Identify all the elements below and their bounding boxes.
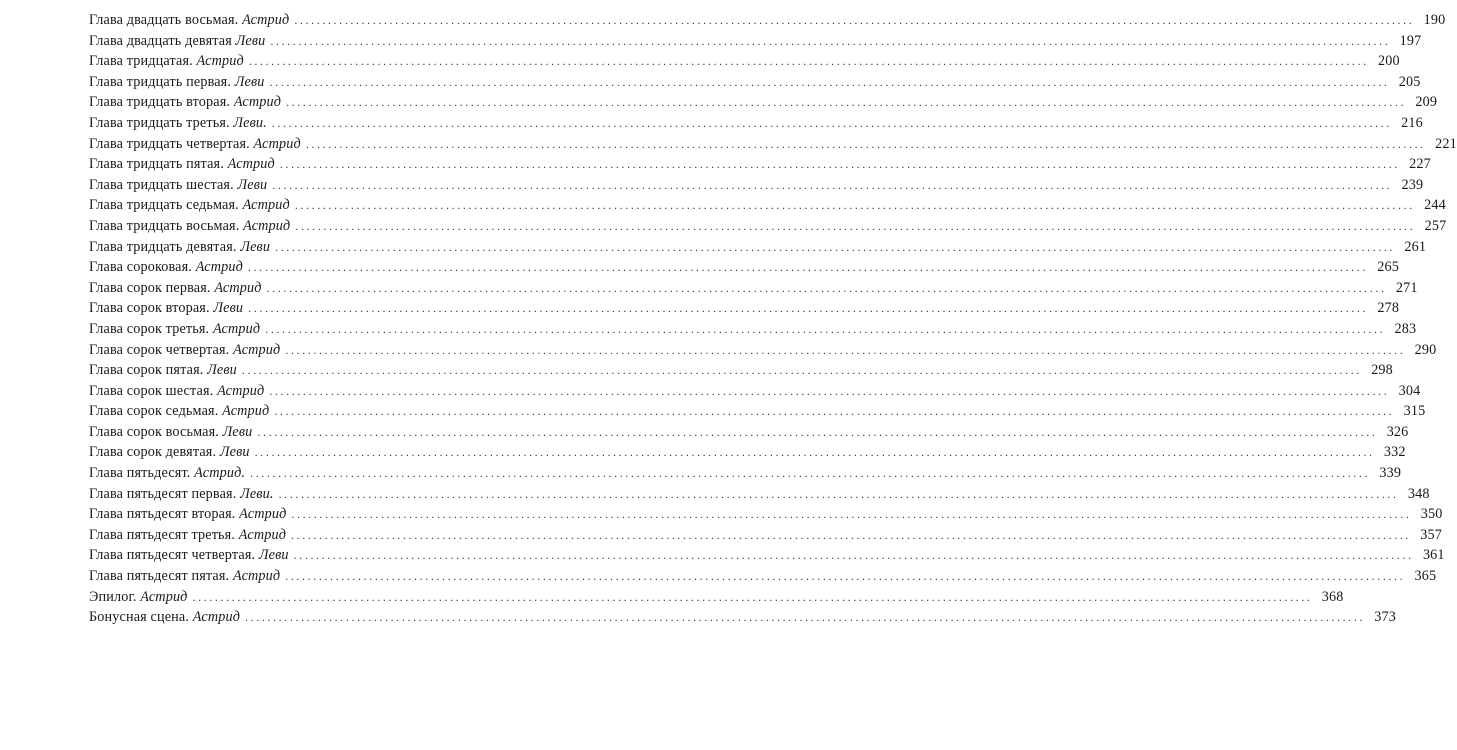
page-number: 315 <box>1403 403 1426 420</box>
chapter-narrator: Астрид <box>196 53 244 70</box>
chapter-narrator: Астрид <box>243 217 291 234</box>
chapter-title <box>89 195 290 216</box>
dot-leader: ........................................................................................................................................................................................................ <box>247 260 1368 275</box>
dot-leader: ........................................................................................................................................................................................................ <box>266 280 1387 295</box>
toc-entry <box>89 545 1445 566</box>
dot-leader: ........................................................................................................................................................................................................ <box>275 239 1396 254</box>
chapter-title <box>89 319 260 340</box>
toc-entry <box>89 278 1418 299</box>
chapter-narrator: Леви. <box>233 114 267 131</box>
chapter-narrator: Астрид <box>192 609 241 626</box>
chapter-title <box>89 360 237 381</box>
chapter-narrator: Астрид <box>233 94 282 111</box>
chapter-title-text: Глава тридцать девятая. <box>89 238 237 255</box>
chapter-title <box>89 216 290 237</box>
dot-leader: ........................................................................................................................................................................................................ <box>250 466 1371 481</box>
dot-leader: ........................................................................................................................................................................................................ <box>241 363 1362 378</box>
chapter-title-text: Глава двадцать девятая <box>89 32 232 49</box>
chapter-title-text: Бонусная сцена. <box>89 609 190 626</box>
dot-leader: ........................................................................................................................................................................................................ <box>291 507 1412 522</box>
page-number: 348 <box>1407 485 1430 502</box>
chapter-title-text: Глава сорок пятая. <box>89 362 204 379</box>
toc-entry <box>89 360 1393 381</box>
page-number: 339 <box>1379 465 1402 482</box>
chapter-title-text: Глава тридцать восьмая. <box>89 217 240 234</box>
toc-entry <box>89 195 1446 216</box>
chapter-title <box>89 607 240 628</box>
toc-entry <box>89 51 1400 72</box>
page-number: 216 <box>1401 114 1423 131</box>
chapter-title-text: Глава пятьдесят четвертая. <box>89 547 256 564</box>
page-number: 373 <box>1374 609 1397 626</box>
toc-entry <box>89 298 1400 319</box>
toc-entry <box>89 607 1397 628</box>
dot-leader: ........................................................................................................................................................................................................ <box>270 33 1391 48</box>
page-number: 244 <box>1424 197 1446 214</box>
chapter-title-text: Глава тридцать вторая. <box>89 94 231 111</box>
page-number: 261 <box>1404 238 1427 255</box>
dot-leader: ........................................................................................................................................................................................................ <box>271 115 1392 130</box>
chapter-title <box>89 381 264 402</box>
dot-leader: ........................................................................................................................................................................................................ <box>291 527 1412 542</box>
page-number: 357 <box>1420 526 1443 543</box>
chapter-narrator: Астрид <box>212 320 261 337</box>
chapter-title <box>89 92 281 113</box>
chapter-title <box>89 175 267 196</box>
page-number: 227 <box>1409 156 1431 173</box>
chapter-title-text: Глава тридцать третья. <box>89 114 230 131</box>
dot-leader: ........................................................................................................................................................................................................ <box>286 95 1407 110</box>
chapter-title <box>89 545 289 566</box>
chapter-narrator: Астрид <box>217 382 265 399</box>
toc-entry <box>89 463 1402 484</box>
page-number: 239 <box>1401 176 1424 193</box>
dot-leader: ........................................................................................................................................................................................................ <box>192 589 1313 604</box>
toc-entry <box>89 442 1406 463</box>
chapter-title-text: Глава сорок вторая. <box>89 300 210 317</box>
chapter-title <box>89 134 301 155</box>
chapter-narrator: Астрид <box>195 259 243 276</box>
chapter-narrator: Леви <box>213 300 244 317</box>
page-number: 197 <box>1399 32 1422 49</box>
table-of-contents <box>89 10 1457 628</box>
chapter-narrator: Леви <box>234 73 265 90</box>
chapter-narrator: Астрид <box>238 526 287 543</box>
dot-leader: ........................................................................................................................................................................................................ <box>279 157 1400 172</box>
chapter-narrator: Астрид. <box>194 465 246 482</box>
chapter-narrator: Астрид <box>239 506 287 523</box>
chapter-title <box>89 10 289 31</box>
chapter-narrator: Леви <box>235 32 266 49</box>
chapter-title <box>89 401 269 422</box>
chapter-narrator: Астрид <box>232 568 281 585</box>
page-number: 265 <box>1377 259 1399 276</box>
chapter-title <box>89 113 267 134</box>
chapter-title-text: Глава тридцать седьмая. <box>89 197 239 214</box>
dot-leader: ........................................................................................................................................................................................................ <box>248 54 1369 69</box>
toc-entry <box>89 10 1446 31</box>
chapter-title-text: Глава тридцать первая. <box>89 73 232 90</box>
toc-entry <box>89 134 1457 155</box>
chapter-title-text: Глава двадцать восьмая. <box>89 12 239 28</box>
chapter-narrator: Леви. <box>240 485 274 502</box>
page-number: 283 <box>1394 320 1417 337</box>
dot-leader: ........................................................................................................................................................................................................ <box>269 74 1390 89</box>
chapter-title <box>89 525 286 546</box>
chapter-title <box>89 237 270 258</box>
chapter-title-text: Глава сорок восьмая. <box>89 423 219 440</box>
toc-entry <box>89 566 1437 587</box>
chapter-title <box>89 587 188 608</box>
chapter-title <box>89 278 262 299</box>
chapter-narrator: Астрид <box>233 341 281 358</box>
chapter-title <box>89 504 286 525</box>
dot-leader: ........................................................................................................................................................................................................ <box>257 424 1378 439</box>
chapter-title-text: Глава сорок четвертая. <box>89 341 230 358</box>
chapter-title-text: Глава пятьдесят третья. <box>89 526 236 543</box>
chapter-title-text: Глава тридцать пятая. <box>89 156 224 173</box>
page-number: 365 <box>1414 568 1437 585</box>
toc-entry <box>89 504 1443 525</box>
dot-leader: ........................................................................................................................................................................................................ <box>285 569 1406 584</box>
dot-leader: ........................................................................................................................................................................................................ <box>285 342 1406 357</box>
dot-leader: ........................................................................................................................................................................................................ <box>293 548 1414 563</box>
toc-entry <box>89 401 1426 422</box>
chapter-narrator: Леви <box>222 423 253 440</box>
chapter-title <box>89 154 275 175</box>
dot-leader: ........................................................................................................................................................................................................ <box>305 136 1426 151</box>
chapter-narrator: Леви <box>237 176 268 193</box>
page-number: 257 <box>1424 217 1447 234</box>
chapter-narrator: Леви <box>219 444 250 461</box>
chapter-narrator: Астрид <box>253 135 301 152</box>
chapter-narrator: Астрид <box>222 403 270 420</box>
page-number: 221 <box>1435 135 1457 152</box>
chapter-title-text: Глава пятьдесят первая. <box>89 485 237 502</box>
toc-entry <box>89 381 1421 402</box>
toc-entry <box>89 484 1430 505</box>
page-number: 290 <box>1414 341 1437 358</box>
page-number: 332 <box>1383 444 1406 461</box>
chapter-title <box>89 72 265 93</box>
chapter-narrator: Астрид <box>227 156 275 173</box>
toc-entry <box>89 319 1417 340</box>
dot-leader: ........................................................................................................................................................................................................ <box>294 198 1415 213</box>
page-number: 350 <box>1420 506 1443 523</box>
dot-leader: ........................................................................................................................................................................................................ <box>254 445 1375 460</box>
dot-leader: ........................................................................................................................................................................................................ <box>272 177 1393 192</box>
toc-entry <box>89 113 1423 134</box>
chapter-title <box>89 257 243 278</box>
chapter-title-text: Глава сорок третья. <box>89 320 210 337</box>
chapter-title-text: Глава тридцатая. <box>89 53 193 70</box>
page-number: 190 <box>1423 12 1446 28</box>
chapter-narrator: Астрид <box>140 588 188 605</box>
toc-entry <box>89 31 1422 52</box>
dot-leader: ........................................................................................................................................................................................................ <box>245 610 1366 625</box>
dot-leader: ........................................................................................................................................................................................................ <box>274 404 1395 419</box>
toc-entry <box>89 72 1421 93</box>
chapter-narrator: Леви <box>207 362 237 379</box>
chapter-title-text: Глава тридцать четвертая. <box>89 135 250 152</box>
chapter-title-text: Глава пятьдесят вторая. <box>89 506 236 523</box>
page-number: 205 <box>1398 73 1421 90</box>
page-number: 304 <box>1398 382 1421 399</box>
toc-entry <box>89 257 1399 278</box>
chapter-title-text: Глава сорок шестая. <box>89 382 214 399</box>
page-number: 326 <box>1386 423 1409 440</box>
chapter-title <box>89 484 274 505</box>
dot-leader: ........................................................................................................................................................................................................ <box>269 383 1390 398</box>
dot-leader: ........................................................................................................................................................................................................ <box>248 301 1369 316</box>
chapter-narrator: Леви <box>258 547 289 564</box>
dot-leader: ........................................................................................................................................................................................................ <box>278 486 1399 501</box>
toc-entry <box>89 587 1344 608</box>
chapter-title-text: Глава сорок первая. <box>89 279 211 296</box>
chapter-title <box>89 51 244 72</box>
page-number: 200 <box>1378 53 1400 70</box>
chapter-title <box>89 340 280 361</box>
chapter-narrator: Астрид <box>242 12 290 28</box>
toc-entry <box>89 216 1447 237</box>
page-number: 361 <box>1422 547 1445 564</box>
chapter-title-text: Глава сорок девятая. <box>89 444 217 461</box>
chapter-title <box>89 463 245 484</box>
chapter-title <box>89 566 280 587</box>
page-number: 209 <box>1415 94 1438 111</box>
toc-entry <box>89 237 1427 258</box>
dot-leader: ........................................................................................................................................................................................................ <box>294 13 1415 27</box>
chapter-title <box>89 422 252 443</box>
chapter-title-text: Глава пятьдесят пятая. <box>89 568 230 585</box>
toc-entry <box>89 422 1409 443</box>
chapter-title-text: Глава пятьдесят. <box>89 465 191 482</box>
dot-leader: ........................................................................................................................................................................................................ <box>295 218 1416 233</box>
toc-entry <box>89 340 1437 361</box>
chapter-narrator: Астрид <box>242 197 290 214</box>
page-number: 298 <box>1371 362 1393 379</box>
chapter-title-text: Глава тридцать шестая. <box>89 176 234 193</box>
chapter-title <box>89 298 243 319</box>
toc-entry <box>89 525 1443 546</box>
page-number: 278 <box>1377 300 1400 317</box>
page-number: 271 <box>1395 279 1418 296</box>
chapter-title <box>89 31 265 52</box>
toc-entry <box>89 154 1431 175</box>
chapter-title <box>89 442 250 463</box>
chapter-narrator: Астрид <box>214 279 262 296</box>
page-number: 368 <box>1321 588 1344 605</box>
toc-entry <box>89 92 1438 113</box>
dot-leader: ........................................................................................................................................................................................................ <box>265 321 1386 336</box>
toc-entry <box>89 175 1424 196</box>
chapter-narrator: Леви <box>240 238 271 255</box>
chapter-title-text: Эпилог. <box>89 588 137 605</box>
chapter-title-text: Глава сороковая. <box>89 259 192 276</box>
chapter-title-text: Глава сорок седьмая. <box>89 403 219 420</box>
